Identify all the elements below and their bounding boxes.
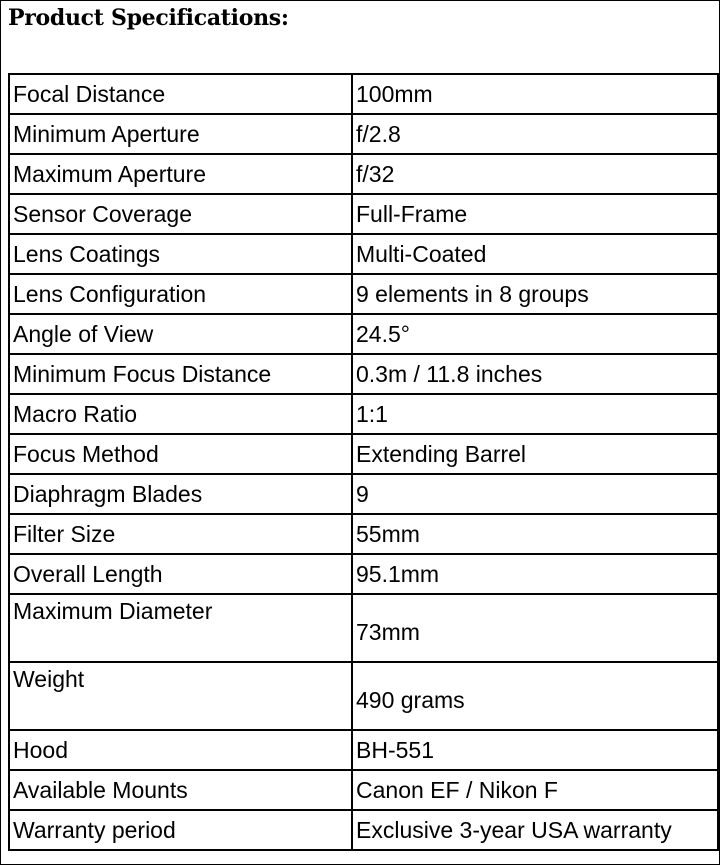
spec-label: Lens Coatings xyxy=(9,234,352,274)
spec-value: Extending Barrel xyxy=(352,434,718,474)
specifications-table xyxy=(8,73,719,851)
spec-value: Canon EF / Nikon F xyxy=(352,770,718,810)
spec-label: Filter Size xyxy=(9,514,352,554)
spec-label: Weight xyxy=(9,662,352,730)
spec-label: Maximum Aperture xyxy=(9,154,352,194)
table-row xyxy=(9,810,718,850)
table-row xyxy=(9,434,718,474)
table-row xyxy=(9,474,718,514)
table-row xyxy=(9,314,718,354)
table-row xyxy=(9,594,718,662)
spec-label: Lens Configuration xyxy=(9,274,352,314)
spec-label: Available Mounts xyxy=(9,770,352,810)
table-row xyxy=(9,74,718,114)
table-row xyxy=(9,554,718,594)
spec-label: Focal Distance xyxy=(9,74,352,114)
spec-value: 55mm xyxy=(352,514,718,554)
spec-value: f/2.8 xyxy=(352,114,718,154)
spec-value: Multi-Coated xyxy=(352,234,718,274)
table-row xyxy=(9,514,718,554)
table-row xyxy=(9,194,718,234)
spec-label: Warranty period xyxy=(9,810,352,850)
spec-value: 24.5° xyxy=(352,314,718,354)
table-row xyxy=(9,114,718,154)
spec-value: 9 xyxy=(352,474,718,514)
table-row xyxy=(9,354,718,394)
spec-value: Full-Frame xyxy=(352,194,718,234)
spec-value: 100mm xyxy=(352,74,718,114)
spec-label: Hood xyxy=(9,730,352,770)
spec-value: 0.3m / 11.8 inches xyxy=(352,354,718,394)
spec-value: 95.1mm xyxy=(352,554,718,594)
spec-value: 1:1 xyxy=(352,394,718,434)
table-row xyxy=(9,770,718,810)
spec-value: Exclusive 3-year USA warranty xyxy=(352,810,718,850)
table-row xyxy=(9,730,718,770)
spec-label: Sensor Coverage xyxy=(9,194,352,234)
spec-label: Angle of View xyxy=(9,314,352,354)
spec-value: 490 grams xyxy=(352,662,718,730)
spec-label: Maximum Diameter xyxy=(9,594,352,662)
spec-value: 9 elements in 8 groups xyxy=(352,274,718,314)
table-row xyxy=(9,662,718,730)
spec-label: Minimum Aperture xyxy=(9,114,352,154)
spec-label: Focus Method xyxy=(9,434,352,474)
table-row xyxy=(9,274,718,314)
spec-label: Overall Length xyxy=(9,554,352,594)
table-row xyxy=(9,234,718,274)
spec-value: f/32 xyxy=(352,154,718,194)
page-title: Product Specifications: xyxy=(8,5,289,31)
table-row xyxy=(9,394,718,434)
table-row xyxy=(9,154,718,194)
spec-label: Macro Ratio xyxy=(9,394,352,434)
spec-label: Minimum Focus Distance xyxy=(9,354,352,394)
spec-label: Diaphragm Blades xyxy=(9,474,352,514)
spec-value: BH-551 xyxy=(352,730,718,770)
spec-value: 73mm xyxy=(352,594,718,662)
